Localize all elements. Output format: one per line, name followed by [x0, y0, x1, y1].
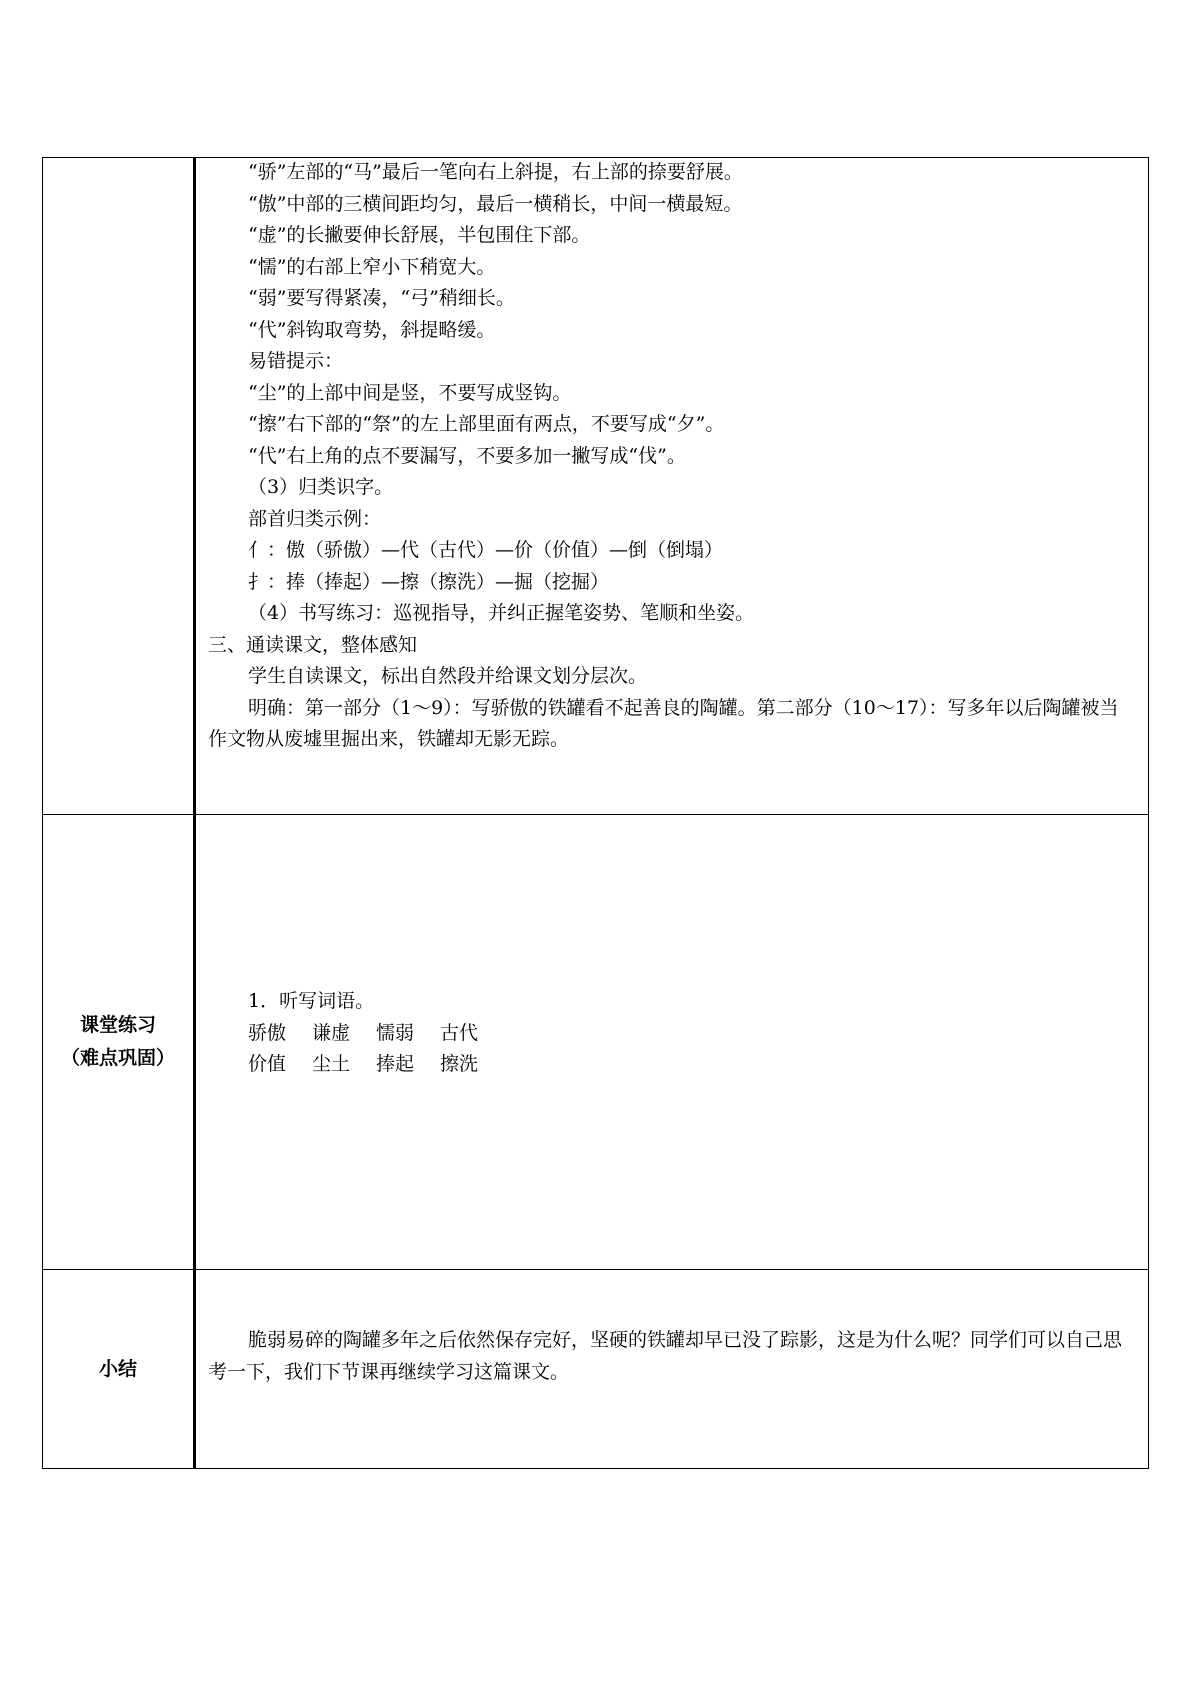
lesson-plan-table [42, 157, 1149, 1469]
writing-tip-line: “代”斜钩取弯势，斜提略缓。 [248, 318, 496, 341]
dictation-word: 骄傲 [248, 1021, 287, 1044]
teaching-process-cell [195, 158, 1149, 815]
section-heading: 三、通读课文，整体感知 [208, 633, 418, 656]
writing-tip-line: “虚”的长撇要伸长舒展，半包围住下部。 [248, 224, 591, 246]
answer-paragraph: 明确：第一部分（1～9）：写骄傲的铁罐看不起善良的陶罐。第二部分（10～17）：写多年以后陶罐被当作文物从废墟里掘出来，铁罐却无影无踪。 [208, 696, 1119, 750]
table-row [43, 815, 1149, 1270]
summary-cell [195, 1270, 1149, 1469]
dictation-words-row [208, 1049, 1136, 1081]
practice-text [196, 815, 1148, 1081]
writing-tip-line: “傲”中部的三横间距均匀，最后一横稍长，中间一横最短。 [248, 192, 743, 215]
dictation-word: 价值 [248, 1053, 287, 1075]
practice-cell [195, 815, 1149, 1270]
radical-example-line: 扌：捧（捧起）—擦（擦洗）—掘（挖掘） [248, 570, 610, 593]
writing-tip-line: “弱”要写得紧凑，“弓”稍细长。 [248, 287, 515, 309]
table-row [43, 1270, 1149, 1469]
dictation-words-row [208, 1018, 1136, 1050]
writing-tip-line: “懦”的右部上窄小下稍宽大。 [248, 255, 496, 278]
row-label-line: 课堂练习 [79, 1014, 156, 1036]
error-tip-line: “尘”的上部中间是竖，不要写成竖钩。 [248, 381, 572, 404]
row-label-empty [43, 158, 195, 815]
radical-example-heading: 部首归类示例： [248, 507, 382, 530]
summary-paragraph: 脆弱易碎的陶罐多年之后依然保存完好，坚硬的铁罐却早已没了踪影，这是为什么呢？同学们可以自己思考一下，我们下节课再继续学习这篇课文。 [208, 1329, 1123, 1383]
dictation-word: 捧起 [376, 1053, 415, 1075]
dictation-word: 尘土 [312, 1053, 351, 1075]
error-tip-line: “擦”右下部的“祭”的左上部里面有两点，不要写成“夕”。 [248, 413, 725, 435]
row-label-line: （难点巩固） [60, 1047, 175, 1069]
exercise-title: 1．听写词语。 [248, 990, 375, 1012]
summary-text [196, 1270, 1148, 1388]
radical-example-line: 亻：傲（骄傲）—代（古代）—价（价值）—倒（倒塌） [248, 539, 724, 561]
dictation-word: 擦洗 [440, 1053, 479, 1075]
dictation-word: 古代 [440, 1021, 479, 1044]
row-label-practice [43, 815, 195, 1270]
writing-tip-line: “骄”左部的“马”最后一笔向右上斜提，右上部的捺要舒展。 [248, 161, 743, 183]
step-heading: （4）书写练习：巡视指导，并纠正握笔姿势、笔顺和坐姿。 [248, 602, 755, 624]
row-label-summary: 小结 [43, 1270, 195, 1469]
error-tip-line: “代”右上角的点不要漏写，不要多加一撇写成“伐”。 [248, 444, 686, 467]
step-heading: （3）归类识字。 [248, 476, 394, 498]
dictation-word: 懦弱 [376, 1021, 415, 1044]
dictation-word: 谦虚 [312, 1021, 351, 1044]
instruction-line: 学生自读课文，标出自然段并给课文划分层次。 [248, 665, 648, 687]
table-row [43, 158, 1149, 815]
error-tip-heading: 易错提示： [248, 350, 344, 372]
teaching-process-text [196, 157, 1148, 756]
